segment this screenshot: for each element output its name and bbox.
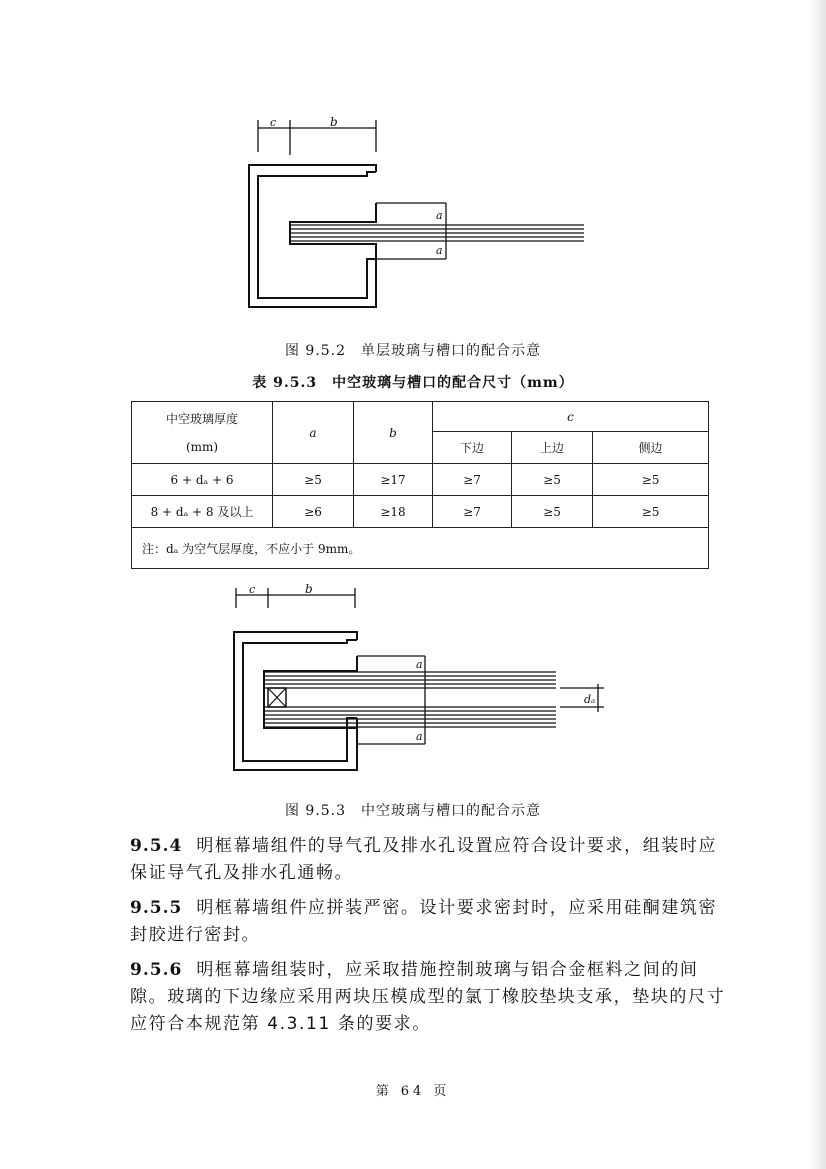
clause-text: 明框幕墙组件应拼装严密。设计要求密封时，应采用硅酮建筑密封胶进行密封。 xyxy=(130,898,718,945)
header-thickness-label: 中空玻璃厚度 xyxy=(165,411,238,426)
cell-b: ≥18 xyxy=(354,496,433,528)
header-c-side: 侧边 xyxy=(593,432,709,464)
dim-a-label-top: a xyxy=(416,658,423,671)
dim-c-label: c xyxy=(270,116,277,129)
figure-caption-9-5-2: 图 9.5.2 单层玻璃与槽口的配合示意 xyxy=(284,343,542,359)
cell-thickness: 8 + dₐ + 8 及以上 xyxy=(132,496,273,528)
table-row xyxy=(132,464,709,496)
clause-number: 9.5.5 xyxy=(130,898,183,918)
cell-a: ≥6 xyxy=(273,496,354,528)
header-c-top: 上边 xyxy=(512,432,593,464)
cell-b: ≥17 xyxy=(354,464,433,496)
dim-a-label-bottom: a xyxy=(416,730,423,743)
cell-a: ≥5 xyxy=(273,464,354,496)
dim-c-label: c xyxy=(249,583,256,596)
dim-a-label-bottom: a xyxy=(436,244,443,257)
clause-text: 明框幕墙组装时，应采取措施控制玻璃与铝合金框料之间的间隙。玻璃的下边缘应采用两块压模成型的氯丁橡胶垫块支承，垫块的尺寸应符合本规范第 4.3.11 条的要求。 xyxy=(130,960,726,1034)
cell-c-top: ≥5 xyxy=(512,496,593,528)
dim-b-label: b xyxy=(305,582,313,596)
dim-b-label: b xyxy=(330,115,338,129)
cell-c-side: ≥5 xyxy=(593,464,709,496)
paragraph-9-5-6 xyxy=(130,957,730,1038)
dim-a-label-top: a xyxy=(436,209,443,222)
cell-thickness: 6 + dₐ + 6 xyxy=(132,464,273,496)
page-footer xyxy=(0,1080,826,1099)
clause-number: 9.5.4 xyxy=(130,836,183,856)
header-thickness-unit: (mm) xyxy=(185,439,219,454)
cell-c-side: ≥5 xyxy=(593,496,709,528)
dim-da-label: dₐ xyxy=(584,693,596,706)
paragraph-9-5-5 xyxy=(130,895,730,949)
figure-caption-9-5-3: 图 9.5.3 中空玻璃与槽口的配合示意 xyxy=(284,803,542,819)
cell-c-top: ≥5 xyxy=(512,464,593,496)
spec-table xyxy=(131,401,709,569)
table-note: 注：dₐ 为空气层厚度，不应小于 9mm。 xyxy=(132,528,709,569)
table-row xyxy=(132,496,709,528)
cell-c-bottom: ≥7 xyxy=(433,464,512,496)
footer-suffix: 页 xyxy=(433,1084,451,1099)
clause-text: 明框幕墙组件的导气孔及排水孔设置应符合设计要求，组装时应保证导气孔及排水孔通畅。 xyxy=(130,836,718,883)
table-title: 表 9.5.3 中空玻璃与槽口的配合尺寸（mm） xyxy=(252,375,574,391)
footer-prefix: 第 xyxy=(375,1084,393,1099)
figure-single-glass-diagram xyxy=(0,0,826,340)
paragraph-9-5-4 xyxy=(130,833,730,887)
page-number: 64 xyxy=(400,1084,426,1099)
header-c-bottom: 下边 xyxy=(433,432,512,464)
header-c: c xyxy=(433,402,709,432)
figure-insulating-glass-diagram xyxy=(0,575,826,795)
header-thickness xyxy=(132,402,273,464)
clause-number: 9.5.6 xyxy=(130,960,183,980)
header-a: a xyxy=(273,402,354,464)
cell-c-bottom: ≥7 xyxy=(433,496,512,528)
header-b: b xyxy=(354,402,433,464)
